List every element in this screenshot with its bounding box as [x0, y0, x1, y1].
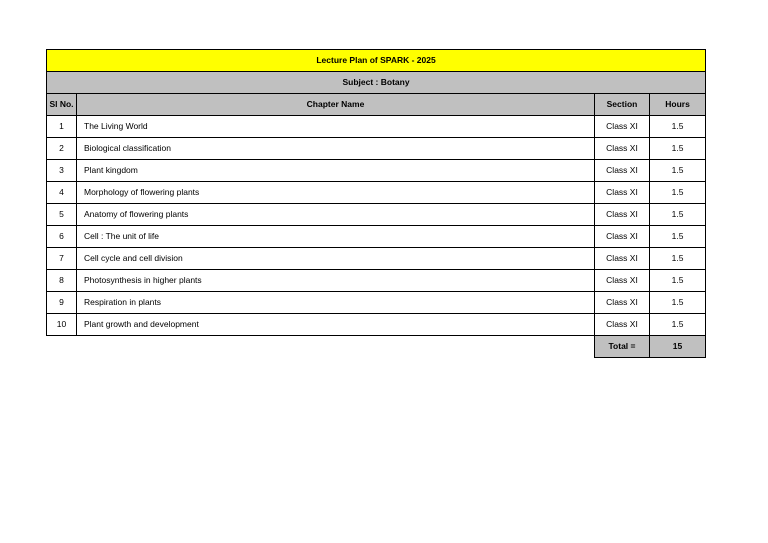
- row-chapter-name: Respiration in plants: [77, 292, 595, 314]
- row-chapter-name: Photosynthesis in higher plants: [77, 270, 595, 292]
- header-sl-no: Sl No.: [47, 94, 77, 116]
- row-sl-no: 4: [47, 182, 77, 204]
- table-row: [47, 116, 706, 138]
- row-hours: 1.5: [650, 204, 706, 226]
- table-row: [47, 138, 706, 160]
- table-row: [47, 270, 706, 292]
- row-sl-no: 2: [47, 138, 77, 160]
- row-hours: 1.5: [650, 292, 706, 314]
- total-row: [47, 336, 706, 358]
- row-hours: 1.5: [650, 160, 706, 182]
- row-chapter-name: Biological classification: [77, 138, 595, 160]
- row-sl-no: 10: [47, 314, 77, 336]
- total-label: Total =: [595, 336, 650, 358]
- row-chapter-name: Anatomy of flowering plants: [77, 204, 595, 226]
- row-section: Class XI: [595, 270, 650, 292]
- row-sl-no: 5: [47, 204, 77, 226]
- subject-row: [47, 72, 706, 94]
- chapter-rows: [47, 116, 706, 336]
- row-section: Class XI: [595, 138, 650, 160]
- row-chapter-name: Plant kingdom: [77, 160, 595, 182]
- row-section: Class XI: [595, 314, 650, 336]
- table-row: [47, 292, 706, 314]
- row-hours: 1.5: [650, 116, 706, 138]
- total-value: 15: [650, 336, 706, 358]
- table-row: [47, 182, 706, 204]
- row-section: Class XI: [595, 292, 650, 314]
- row-hours: 1.5: [650, 248, 706, 270]
- subject-label: Subject : Botany: [47, 72, 706, 94]
- row-sl-no: 9: [47, 292, 77, 314]
- table-row: [47, 226, 706, 248]
- row-hours: 1.5: [650, 182, 706, 204]
- lecture-plan-table: [46, 49, 706, 358]
- row-chapter-name: Cell cycle and cell division: [77, 248, 595, 270]
- table-row: [47, 160, 706, 182]
- row-section: Class XI: [595, 248, 650, 270]
- row-hours: 1.5: [650, 314, 706, 336]
- plan-title: Lecture Plan of SPARK - 2025: [47, 50, 706, 72]
- table-row: [47, 248, 706, 270]
- header-hours: Hours: [650, 94, 706, 116]
- row-hours: 1.5: [650, 226, 706, 248]
- row-sl-no: 3: [47, 160, 77, 182]
- row-hours: 1.5: [650, 138, 706, 160]
- row-sl-no: 6: [47, 226, 77, 248]
- row-chapter-name: The Living World: [77, 116, 595, 138]
- header-row: [47, 94, 706, 116]
- row-section: Class XI: [595, 204, 650, 226]
- row-section: Class XI: [595, 226, 650, 248]
- header-section: Section: [595, 94, 650, 116]
- row-section: Class XI: [595, 116, 650, 138]
- row-sl-no: 1: [47, 116, 77, 138]
- header-chapter-name: Chapter Name: [77, 94, 595, 116]
- table-row: [47, 204, 706, 226]
- row-sl-no: 8: [47, 270, 77, 292]
- title-row: [47, 50, 706, 72]
- row-hours: 1.5: [650, 270, 706, 292]
- total-spacer: [47, 336, 595, 358]
- row-sl-no: 7: [47, 248, 77, 270]
- row-section: Class XI: [595, 160, 650, 182]
- row-chapter-name: Cell : The unit of life: [77, 226, 595, 248]
- row-chapter-name: Morphology of flowering plants: [77, 182, 595, 204]
- row-chapter-name: Plant growth and development: [77, 314, 595, 336]
- row-section: Class XI: [595, 182, 650, 204]
- table-row: [47, 314, 706, 336]
